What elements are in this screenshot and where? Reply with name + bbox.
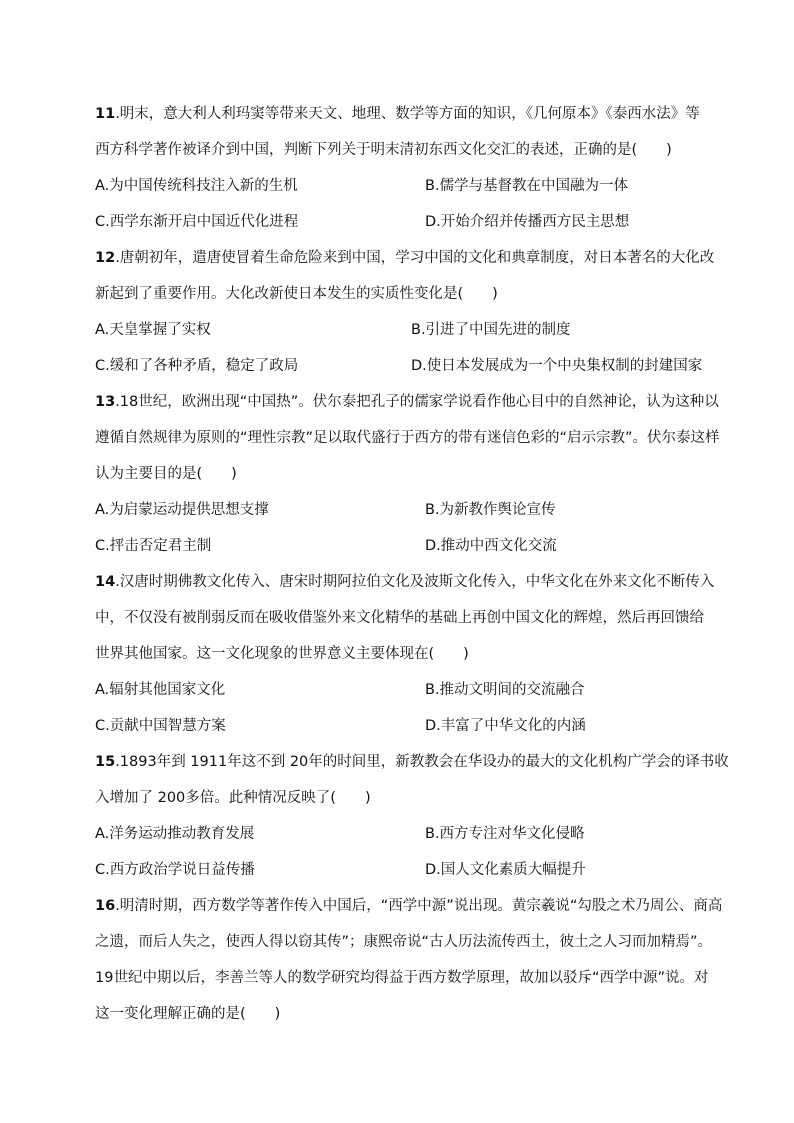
question-16-line-1 (95, 896, 722, 916)
question-16-line-4: 这一变化理解正确的是( ) (95, 1006, 281, 1022)
question-15-line-1 (95, 752, 729, 772)
question-text: .唐朝初年，遣唐使冒着生命危险来到中国，学习中国的文化和典章制度，对日本著名的大化改 (115, 250, 715, 266)
question-11-option-b: B.儒学与基督教在中国融为一体 (425, 178, 629, 194)
question-14-option-b: B.推动文明间的交流融合 (425, 682, 585, 698)
question-text: .明末，意大利人利玛窦等带来天文、地理、数学等方面的知识，《几何原本》《泰西水法》等 (115, 106, 700, 122)
question-12-line-2: 新起到了重要作用。大化改新使日本发生的实质性变化是( ) (95, 286, 498, 302)
question-number: 13 (95, 394, 116, 410)
question-11-line-1 (95, 104, 700, 124)
question-text: .汉唐时期佛教文化传入、唐宋时期阿拉伯文化及波斯文化传入，中华文化在外来文化不断传入 (115, 574, 715, 590)
question-11-option-a: A.为中国传统科技注入新的生机 (95, 178, 298, 194)
question-14-option-d: D.丰富了中华文化的内涵 (425, 718, 586, 734)
question-15-option-d: D.国人文化素质大幅提升 (425, 862, 586, 878)
question-13-line-2: 遵循自然规律为原则的“理性宗教”足以取代盛行于西方的带有迷信色彩的“启示宗教”。伏尔泰这样 (95, 430, 720, 446)
question-14-line-3: 世界其他国家。这一文化现象的世界意义主要体现在( ) (95, 646, 469, 662)
question-11-option-d: D.开始介绍并传播西方民主思想 (425, 214, 630, 230)
question-11-option-c: C.西学东渐开启中国近代化进程 (95, 214, 299, 230)
question-13-option-b: B.为新教作舆论宣传 (425, 502, 556, 518)
question-number: 15 (95, 754, 116, 770)
question-12-option-b: B.引进了中国先进的制度 (411, 322, 571, 338)
question-text: .明清时期，西方数学等著作传入中国后，“西学中源”说出现。黄宗羲说“勾股之术乃周公、商高 (115, 898, 723, 914)
question-14-option-a: A.辐射其他国家文化 (95, 682, 226, 698)
question-15-option-c: C.西方政治学说日益传播 (95, 862, 255, 878)
question-16-line-3: 19世纪中期以后，李善兰等人的数学研究均得益于西方数学原理，故加以驳斥“西学中源”说。对 (95, 970, 709, 986)
question-14-line-2: 中，不仅没有被削弱反而在吸收借鉴外来文化精华的基础上再创中国文化的辉煌，然后再回馈给 (95, 610, 704, 626)
question-14-line-1 (95, 572, 714, 592)
question-11-line-2: 西方科学著作被译介到中国，判断下列关于明末清初东西文化交汇的表述，正确的是( ) (95, 142, 672, 158)
question-12-option-d: D.使日本发展成为一个中央集权制的封建国家 (411, 358, 703, 374)
question-13-option-c: C.抨击否定君主制 (95, 538, 212, 554)
question-15-option-b: B.西方专注对华文化侵略 (425, 826, 585, 842)
question-12-option-c: C.缓和了各种矛盾，稳定了政局 (95, 358, 299, 374)
question-15-option-a: A.洋务运动推动教育发展 (95, 826, 255, 842)
question-text: .18世纪，欧洲出现“中国热”。伏尔泰把孔子的儒家学说看作他心目中的自然神论，认为这种以 (115, 394, 719, 410)
question-13-line-1 (95, 392, 719, 412)
question-15-line-2: 入增加了 200多倍。此种情况反映了( ) (95, 790, 371, 806)
question-number: 11 (95, 106, 116, 122)
question-12-line-1 (95, 248, 714, 268)
question-16-line-2: 之遗，而后人失之，使西人得以窃其传”；康熙帝说“古人历法流传西土，彼土之人习而加精焉”。 (95, 934, 713, 950)
question-14-option-c: C.贡献中国智慧方案 (95, 718, 226, 734)
question-text: .1893年到 1911年这不到 20年的时间里，新教教会在华设办的最大的文化机构广学会的译书收 (115, 754, 729, 770)
question-13-option-a: A.为启蒙运动提供思想支撑 (95, 502, 269, 518)
question-number: 12 (95, 250, 116, 266)
question-number: 16 (95, 898, 116, 914)
question-12-option-a: A.天皇掌握了实权 (95, 322, 211, 338)
question-13-line-3: 认为主要目的是( ) (95, 466, 237, 482)
question-number: 14 (95, 574, 116, 590)
question-13-option-d: D.推动中西文化交流 (425, 538, 557, 554)
